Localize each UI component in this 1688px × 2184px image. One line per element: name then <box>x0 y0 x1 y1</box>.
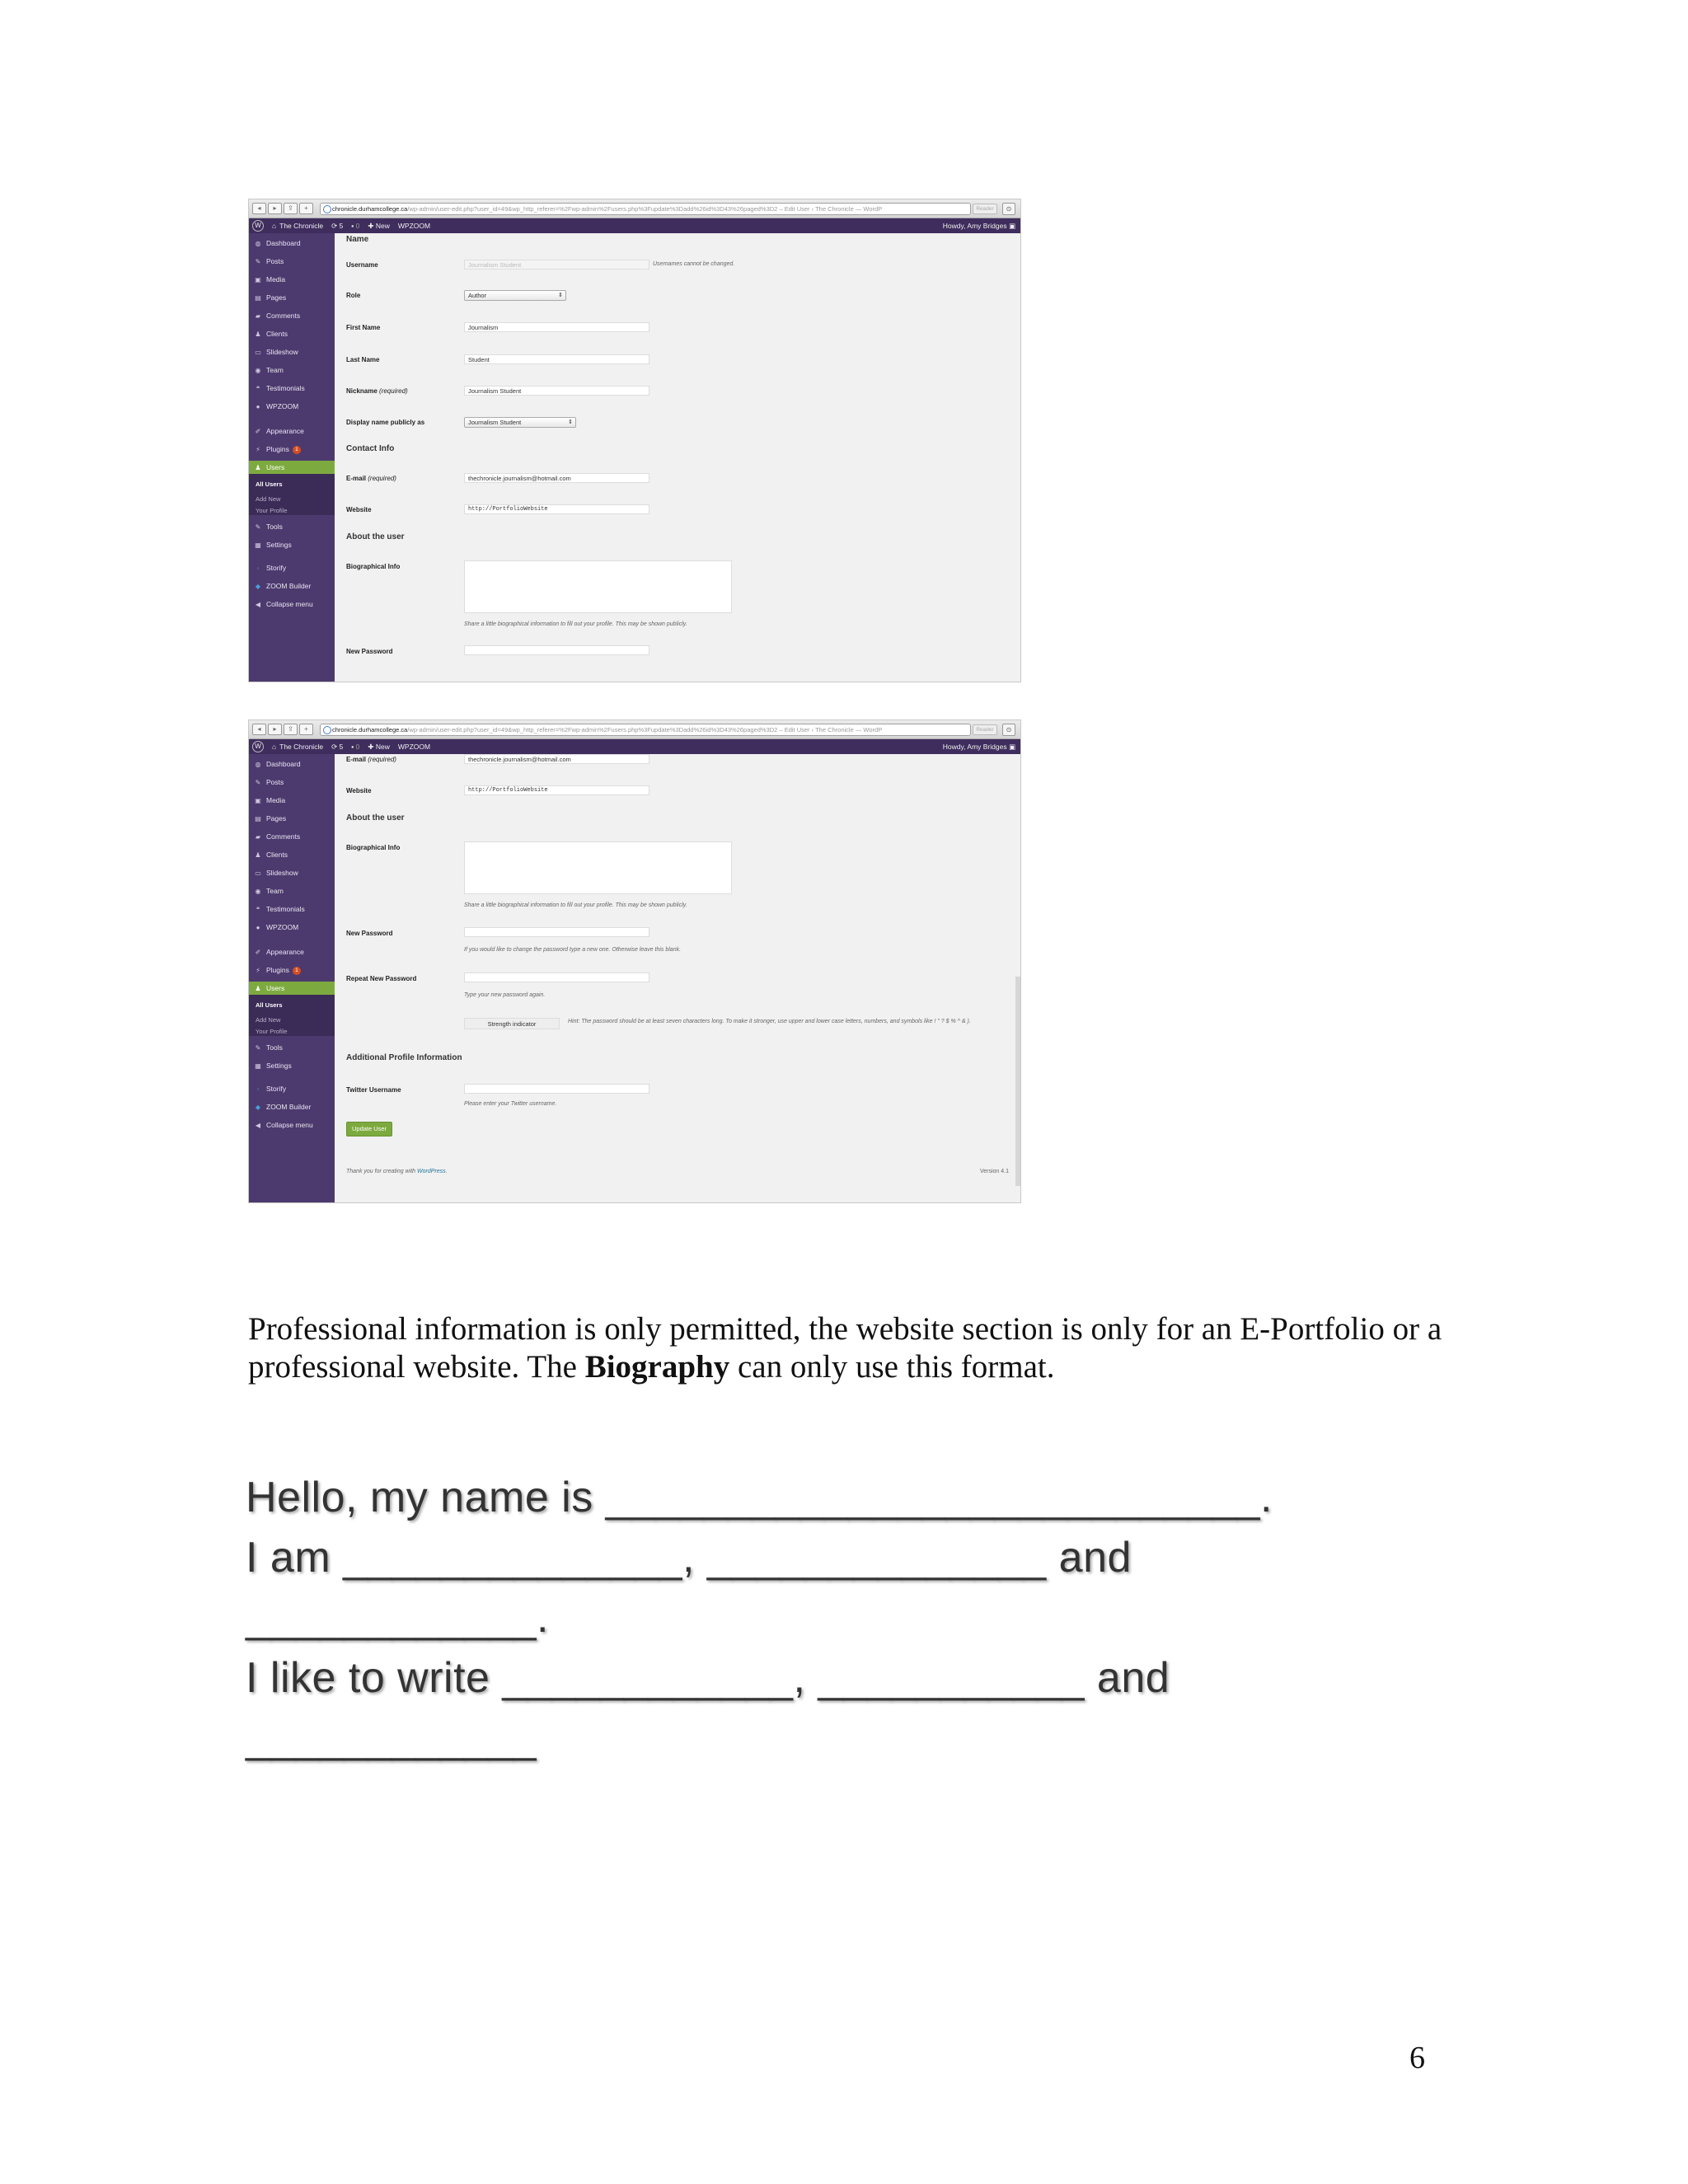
wrench-icon: ✎ <box>255 1044 261 1052</box>
first-name-label: First Name <box>346 324 381 331</box>
back-icon[interactable]: ◂ <box>252 724 266 735</box>
submenu-all-users[interactable]: All Users <box>256 480 283 488</box>
last-name-label: Last Name <box>346 356 380 363</box>
globe-icon: ◉ <box>255 367 261 374</box>
howdy-user-link[interactable]: Howdy, Amy Bridges ▣ <box>942 222 1015 230</box>
select-arrows-icon: ⇕ <box>558 293 563 298</box>
sidebar-item-dashboard[interactable]: ◍ Dashboard <box>249 757 335 771</box>
website-label: Website <box>346 787 372 794</box>
username-label: Username <box>346 261 378 269</box>
scrollbar[interactable] <box>1015 977 1020 1186</box>
wpzoom-icon: ● <box>256 924 260 931</box>
media-icon: ▣ <box>255 797 261 804</box>
twitter-username-label: Twitter Username <box>346 1086 401 1094</box>
sidebar-item-clients[interactable]: ♟ Clients <box>249 848 335 861</box>
submenu-your-profile[interactable]: Your Profile <box>256 507 288 514</box>
slideshow-icon: ▭ <box>255 349 261 356</box>
submenu-add-new[interactable]: Add New <box>256 495 281 503</box>
user-icon: ♟ <box>255 985 261 992</box>
page-icon: ▤ <box>255 294 261 302</box>
sidebar-item-posts[interactable]: ✎ Posts <box>249 255 335 268</box>
last-name-input[interactable]: Student <box>464 354 649 364</box>
bio-label: Biographical Info <box>346 844 401 851</box>
sidebar-item-wpzoom[interactable]: ● WPZOOM <box>249 921 335 934</box>
forward-icon[interactable]: ▸ <box>268 724 282 735</box>
footer-thanks: Thank you for creating with WordPress. <box>346 1169 448 1174</box>
email-label: E-mail (required) <box>346 475 396 482</box>
browser-toolbar <box>249 199 1020 218</box>
updates-link[interactable]: ⟳ 5 <box>331 742 344 751</box>
username-note: Usernames cannot be changed. <box>653 261 735 267</box>
biography-bold: Biography <box>584 1349 730 1385</box>
builder-icon: ◆ <box>255 583 261 590</box>
wpzoom-link[interactable]: WPZOOM <box>397 743 431 751</box>
bio-description: Share a little biographical information to fill out your profile. This may be shown publicly. <box>464 621 687 627</box>
additional-profile-heading: Additional Profile Information <box>346 1053 462 1062</box>
plugins-update-badge: 1 <box>293 446 301 454</box>
howdy-user-link[interactable]: Howdy, Amy Bridges ▣ <box>942 743 1015 751</box>
sidebar-item-collapse-menu[interactable]: ◀ Collapse menu <box>249 1118 335 1132</box>
sidebar-item-tools[interactable]: ✎ Tools <box>249 1041 335 1054</box>
twitter-username-description: Please enter your Twitter username. <box>464 1101 557 1107</box>
role-select[interactable]: Author ⇕ <box>464 290 566 301</box>
sidebar-item-storify[interactable]: ◦ Storify <box>249 1082 335 1095</box>
contact-info-heading: Contact Info <box>346 444 395 453</box>
sidebar-item-tools[interactable]: ✎ Tools <box>249 520 335 533</box>
edit-user-form <box>335 233 1020 682</box>
bio-textarea[interactable] <box>464 560 732 613</box>
collapse-icon: ◀ <box>255 601 261 608</box>
repeat-password-description: Type your new password again. <box>464 992 546 998</box>
nickname-label: Nickname (required) <box>346 387 408 395</box>
wordpress-logo-icon[interactable]: W <box>252 741 264 752</box>
screenshot-edit-user-top <box>248 199 1021 682</box>
comments-link[interactable]: ▪ 0 <box>351 222 360 230</box>
website-label: Website <box>346 506 372 513</box>
instruction-paragraph: Professional information is only permitted, the website section is only for an E-Portfolio or a professional website. The Biography can only use this format. <box>248 1311 1442 1385</box>
comment-icon: ▰ <box>255 833 261 841</box>
globe-icon: ◉ <box>255 888 261 895</box>
new-content-link[interactable]: ✚ New <box>368 221 390 230</box>
quote-icon: ❝ <box>256 906 260 913</box>
bio-template-line-5: ____________ <box>246 1714 537 1762</box>
sidebar-item-storify[interactable]: ◦ Storify <box>249 561 335 574</box>
person-icon: ♟ <box>255 851 261 859</box>
sidebar-item-settings[interactable]: ▦ Settings <box>249 1059 335 1072</box>
bio-template-line-2: I am ______________, ______________ and <box>246 1534 1132 1582</box>
sidebar-item-testimonials[interactable]: ❝ Testimonials <box>249 902 335 916</box>
user-icon: ♟ <box>255 464 261 471</box>
updates-link[interactable]: ⟳ 5 <box>331 221 344 230</box>
share-icon[interactable]: ⇪ <box>284 203 298 214</box>
add-tab-icon[interactable]: + <box>299 724 313 735</box>
sidebar-item-team[interactable]: ◉ Team <box>249 363 335 377</box>
website-input[interactable]: http://PortfolioWebsite <box>464 785 649 795</box>
bio-label: Biographical Info <box>346 563 401 570</box>
address-bar[interactable]: chronicle.durhamcollege.ca/wp-admin/user-edit.php?user_id=49&wp_http_referer=%2Fwp-admin%2Fusers.php%3Fupdate%3Dadd%26id%3D43%26paged%3D2 – Edit User ‹ The Chronicle — WordP <box>320 203 971 215</box>
pin-icon: ✎ <box>255 779 261 786</box>
page-number: 6 <box>1409 2041 1425 2075</box>
first-name-input[interactable]: Journalism <box>464 322 649 332</box>
new-password-description: If you would like to change the password type a new one. Otherwise leave this blank. <box>464 947 682 953</box>
sidebar-item-plugins[interactable]: ⚡ Plugins 1 <box>249 963 335 977</box>
downloads-icon[interactable]: ⊙ <box>1002 724 1015 736</box>
footer-version: Version 4.1 <box>979 1169 1009 1174</box>
screenshot-edit-user-bottom <box>248 719 1021 1203</box>
plugin-icon: ⚡ <box>256 446 260 453</box>
select-arrows-icon: ⇕ <box>568 419 573 425</box>
wordpress-link[interactable]: WordPress <box>417 1169 446 1174</box>
wordpress-logo-icon[interactable]: W <box>252 220 264 232</box>
password-strength-indicator: Strength indicator <box>464 1018 560 1029</box>
brush-icon: ✐ <box>255 949 261 956</box>
brush-icon: ✐ <box>255 428 261 435</box>
site-name-link[interactable]: The Chronicle <box>279 222 324 230</box>
reader-button[interactable]: Reader <box>973 724 997 735</box>
media-icon: ▣ <box>255 276 261 284</box>
bio-template-line-4: I like to write ____________, ___________ and <box>246 1654 1170 1702</box>
back-icon[interactable]: ◂ <box>252 203 266 214</box>
users-submenu <box>249 995 335 1036</box>
username-input: Journalism Student <box>464 260 649 269</box>
downloads-icon[interactable]: ⊙ <box>1002 203 1015 215</box>
bio-template-line-3: ____________. <box>246 1594 549 1642</box>
globe-icon <box>323 726 331 734</box>
submenu-your-profile[interactable]: Your Profile <box>256 1028 288 1035</box>
submenu-add-new[interactable]: Add New <box>256 1016 281 1024</box>
sidebar-item-testimonials[interactable]: ❝ Testimonials <box>249 382 335 395</box>
display-name-label: Display name publicly as <box>346 419 425 426</box>
builder-icon: ◆ <box>255 1104 261 1111</box>
wpzoom-link[interactable]: WPZOOM <box>397 222 431 230</box>
home-icon: ⌂ <box>272 743 277 751</box>
avatar: ▣ <box>1008 743 1015 751</box>
about-user-heading: About the user <box>346 813 405 823</box>
sidebar-item-settings[interactable]: ▦ Settings <box>249 538 335 551</box>
website-input[interactable]: http://PortfolioWebsite <box>464 504 649 514</box>
pin-icon: ✎ <box>255 258 261 265</box>
home-icon: ⌂ <box>272 222 277 230</box>
edit-user-form <box>335 754 1020 1202</box>
display-name-select[interactable]: Journalism Student ⇕ <box>464 417 576 428</box>
collapse-icon: ◀ <box>255 1122 261 1129</box>
quote-icon: ❝ <box>256 385 260 392</box>
email-label: E-mail (required) <box>346 756 396 763</box>
repeat-password-input[interactable] <box>464 972 649 982</box>
sidebar-item-appearance[interactable]: ✐ Appearance <box>249 945 335 958</box>
avatar: ▣ <box>1008 222 1015 230</box>
sidebar-item-zoom-builder[interactable]: ◆ ZOOM Builder <box>249 1100 335 1113</box>
sidebar-item-comments[interactable]: ▰ Comments <box>249 309 335 322</box>
sidebar-item-users[interactable]: ♟ Users <box>249 982 335 995</box>
storify-icon: ◦ <box>256 1085 260 1093</box>
new-password-label: New Password <box>346 648 393 655</box>
sidebar-item-posts[interactable]: ✎ Posts <box>249 776 335 789</box>
sidebar-item-media[interactable]: ▣ Media <box>249 273 335 286</box>
dashboard-icon: ◍ <box>255 240 261 247</box>
plugin-icon: ⚡ <box>256 967 260 974</box>
sidebar-item-slideshow[interactable]: ▭ Slideshow <box>249 345 335 359</box>
browser-toolbar <box>249 720 1020 739</box>
twitter-username-input[interactable] <box>464 1084 649 1094</box>
wp-admin-bar <box>249 218 1020 233</box>
update-user-button[interactable]: Update User <box>346 1122 392 1137</box>
repeat-password-label: Repeat New Password <box>346 975 417 982</box>
nickname-input[interactable]: Journalism Student <box>464 386 649 396</box>
plugins-update-badge: 1 <box>293 967 301 975</box>
name-heading: Name <box>346 235 369 244</box>
wp-admin-bar <box>249 739 1020 754</box>
forward-icon[interactable]: ▸ <box>268 203 282 214</box>
admin-sidebar <box>249 233 335 682</box>
dashboard-icon: ◍ <box>255 761 261 768</box>
sidebar-item-team[interactable]: ◉ Team <box>249 884 335 898</box>
new-password-label: New Password <box>346 930 393 937</box>
sidebar-item-wpzoom[interactable]: ● WPZOOM <box>249 400 335 413</box>
bio-textarea[interactable] <box>464 841 732 894</box>
person-icon: ♟ <box>255 330 261 338</box>
sidebar-item-pages[interactable]: ▤ Pages <box>249 812 335 825</box>
share-icon[interactable]: ⇪ <box>284 724 298 735</box>
comments-link[interactable]: ▪ 0 <box>351 743 360 751</box>
globe-icon <box>323 205 331 213</box>
sidebar-item-media[interactable]: ▣ Media <box>249 794 335 807</box>
sidebar-item-appearance[interactable]: ✐ Appearance <box>249 424 335 438</box>
new-content-link[interactable]: ✚ New <box>368 742 390 751</box>
email-input[interactable]: thechronicle.journalism@hotmail.com <box>464 473 649 483</box>
new-password-input[interactable] <box>464 927 649 937</box>
sidebar-item-dashboard[interactable]: ◍ Dashboard <box>249 237 335 250</box>
sidebar-item-clients[interactable]: ♟ Clients <box>249 327 335 340</box>
sidebar-item-comments[interactable]: ▰ Comments <box>249 830 335 843</box>
submenu-all-users[interactable]: All Users <box>256 1001 283 1009</box>
sidebar-item-collapse-menu[interactable]: ◀ Collapse menu <box>249 598 335 611</box>
users-submenu <box>249 474 335 515</box>
add-tab-icon[interactable]: + <box>299 203 313 214</box>
password-hint: Hint: The password should be at least seven characters long. To make it stronger, use upper and lower case letters, numbers, and symbols like ! " ? $ % ^ & ). <box>568 1019 971 1024</box>
bio-template-line-1: Hello, my name is ___________________________. <box>246 1474 1273 1521</box>
comment-icon: ▰ <box>255 312 261 320</box>
bio-description: Share a little biographical information to fill out your profile. This may be shown publicly. <box>464 902 687 908</box>
reader-button[interactable]: Reader <box>973 204 997 214</box>
sidebar-item-users[interactable]: ♟ Users <box>249 461 335 474</box>
wrench-icon: ✎ <box>255 523 261 531</box>
role-label: Role <box>346 292 361 299</box>
sidebar-item-pages[interactable]: ▤ Pages <box>249 291 335 304</box>
admin-sidebar <box>249 754 335 1202</box>
page-icon: ▤ <box>255 815 261 823</box>
about-user-heading: About the user <box>346 532 405 541</box>
site-name-link[interactable]: The Chronicle <box>279 743 324 751</box>
settings-icon: ▦ <box>255 1062 261 1070</box>
sidebar-item-plugins[interactable]: ⚡ Plugins 1 <box>249 443 335 456</box>
wpzoom-icon: ● <box>256 403 260 410</box>
address-bar[interactable]: chronicle.durhamcollege.ca/wp-admin/user-edit.php?user_id=49&wp_http_referer=%2Fwp-admin%2Fusers.php%3Fupdate%3Dadd%26id%3D43%26paged%3D2 – Edit User ‹ The Chronicle — WordP <box>320 724 971 736</box>
storify-icon: ◦ <box>256 565 260 572</box>
new-password-input[interactable] <box>464 645 649 655</box>
settings-icon: ▦ <box>255 541 261 549</box>
slideshow-icon: ▭ <box>255 869 261 877</box>
sidebar-item-zoom-builder[interactable]: ◆ ZOOM Builder <box>249 579 335 593</box>
email-input[interactable]: thechronicle.journalism@hotmail.com <box>464 754 649 764</box>
sidebar-item-slideshow[interactable]: ▭ Slideshow <box>249 866 335 879</box>
